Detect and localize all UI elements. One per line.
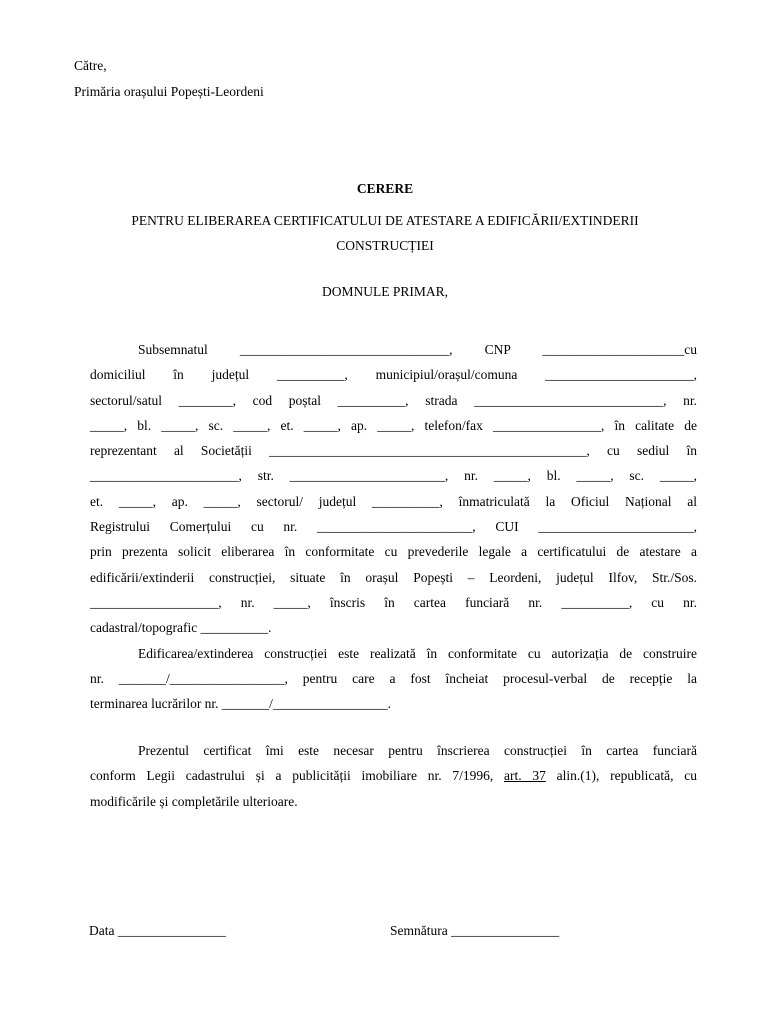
paragraph1-line: _____, bl. _____, sc. _____, et. _____, ap. _____, telefon/fax ________________, în calitate de [90, 417, 697, 433]
paragraph2-line: Edificarea/extinderea construcției este realizată în conformitate cu autorizația de construire [138, 645, 697, 661]
paragraph2-line: nr. _______/_________________, pentru care a fost încheiat procesul-verbal de recepție la [90, 670, 697, 686]
addressee-institution: Primăria orașului Popești-Leordeni [74, 84, 264, 99]
signature-field: Semnătura ________________ [390, 923, 560, 938]
paragraph1-line: ______________________, str. _______________________, nr. _____, bl. _____, sc. _____, [90, 468, 697, 484]
law-article-link[interactable]: art. 37 [504, 768, 546, 784]
document-subtitle [60, 208, 710, 258]
paragraph1-line: domiciliul în județul __________, municipiul/orașul/comuna ______________________, [90, 367, 697, 383]
subtitle-line-2: CONSTRUCȚIEI [336, 238, 434, 253]
paragraph1-line: et. _____, ap. _____, sectorul/ județul __________, înmatriculată la Oficiul Național al [90, 493, 697, 509]
applicant-paragraph [90, 337, 697, 716]
salutation: DOMNULE PRIMAR, [321, 284, 448, 299]
paragraph1-line: sectorul/satul ________, cod poștal __________, strada ____________________________, nr. [90, 392, 697, 408]
paragraph3-line [90, 763, 697, 788]
paragraph1-line: Registrului Comerțului cu nr. _______________________, CUI _______________________, [90, 519, 697, 535]
subtitle-line-1: PENTRU ELIBERAREA CERTIFICATULUI DE ATESTARE A EDIFICĂRII/EXTINDERII [131, 213, 639, 228]
paragraph2-line: terminarea lucrărilor nr. _______/_________________. [90, 696, 392, 712]
addressee-block [74, 53, 264, 105]
date-field: Data ________________ [89, 923, 226, 938]
paragraph1-line: reprezentant al Societății _______________________________________________, cu sediul în [90, 443, 697, 459]
purpose-paragraph [90, 738, 697, 814]
paragraph1-line: ___________________, nr. _____, înscris în cartea funciară nr. __________, cu nr. [90, 594, 697, 610]
paragraph1-line: cadastral/topografic __________. [90, 620, 272, 636]
paragraph3-text: alin.(1), republicată, cu [545, 768, 697, 784]
document-title: CERERE [356, 181, 414, 196]
paragraph3-line: modificările și completările ulterioare. [90, 793, 298, 809]
paragraph1-line: Subsemnatul _______________________________, CNP _____________________cu [138, 342, 697, 357]
paragraph3-text: conform Legii cadastrului și a publicității imobiliare nr. 7/1996, [90, 768, 505, 784]
addressee-to: Către, [74, 58, 107, 73]
paragraph1-line: prin prezenta solicit eliberarea în conformitate cu prevederile legale a certificatului de atestare a [90, 544, 697, 560]
paragraph1-line: edificării/extinderii construcției, situate în orașul Popești – Leordeni, județul Ilfov, Str./Sos. [90, 569, 697, 585]
paragraph3-line: Prezentul certificat îmi este necesar pentru înscrierea construcției în cartea funciară [138, 743, 697, 758]
